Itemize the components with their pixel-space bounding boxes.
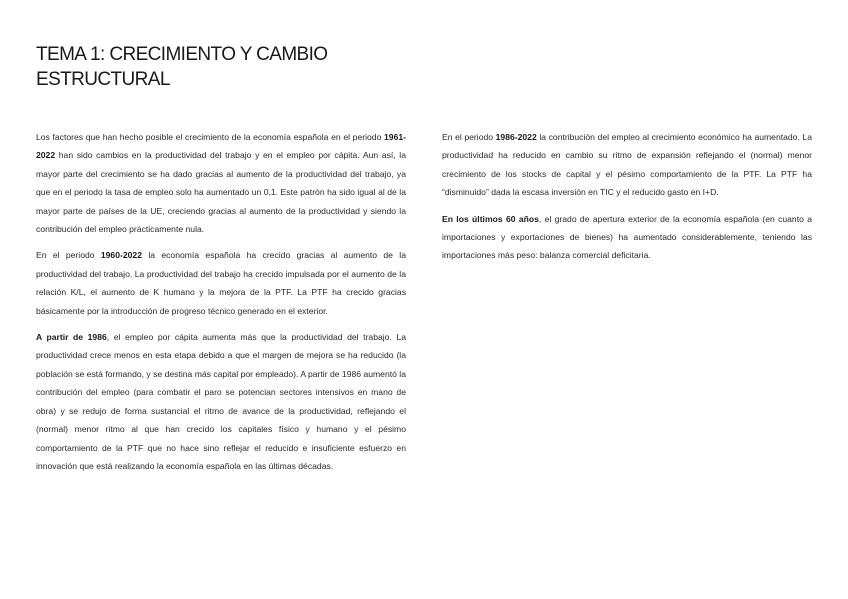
- bold-period: 1960-2022: [100, 250, 142, 261]
- bold-period: 1961-2022: [36, 132, 406, 161]
- text: En el periodo: [442, 132, 496, 142]
- paragraph-factores-crecimiento: [36, 128, 406, 238]
- paragraph-ultimos-60-anos: [442, 210, 812, 265]
- paragraph-periodo-1986-2022: [442, 128, 812, 202]
- text: han sido cambios en la productividad del trabajo y en el empleo por cápita. Aun así, la mayor parte del crecimiento se ha dado gracias al aumento de la productividad del trabajo, ya que en el periodo la tasa de empleo solo ha aumentado un 0,1. Este patrón ha sido igual al de la mayor parte de países de la UE, creciendo gracias al aumento de la productividad y siendo la contribución del empleo prácticamente nula.: [36, 150, 406, 235]
- text: la contribución del empleo al crecimiento económico ha aumentado. La productividad ha reducido en cambio su ritmo de expansión reflejando el (normal) menor crecimiento de los stocks de capital y el pésimo comportamiento de la PTF. La PTF ha “disminuido” dada la escasa inversión en TIC y el reducido gasto en I+D.: [442, 132, 812, 198]
- bold-period: A partir de 1986: [36, 332, 107, 343]
- paragraph-a-partir-1986: [36, 328, 406, 475]
- text: , el grado de apertura exterior de la economía española (en cuanto a importaciones y exportaciones de bienes) ha aumentado considerablemente, teniendo las importaciones más peso: balanza comercial deficitaria.: [442, 213, 812, 261]
- text: En el periodo: [36, 250, 101, 261]
- left-column: [36, 128, 406, 483]
- bold-period: 1986-2022: [495, 132, 537, 142]
- page-title: TEMA 1: CRECIMIENTO Y CAMBIO ESTRUCTURAL: [36, 44, 328, 90]
- text: , el empleo por cápita aumenta más que la productividad del trabajo. La productividad crece menos en esta etapa debido a que el margen de mejora se ha reducido (la población se está formando, y se destina más capital por empleado). A partir de 1986 aumentó la contribución del empleo (para combatir el paro se potencian sectores intensivos en mano de obra) y se redujo de forma sustancial el ritmo de avance de la productividad, reflejando el (normal) menor ritmo al que han crecido los capitales físico y humano y el pésimo comportamiento de la PTF que no hace sino reflejar el reducido e insuficiente esfuerzo en innovación que está realizando la economía española en las últimas décadas.: [36, 332, 406, 471]
- bold-period: En los últimos 60 años: [442, 213, 539, 224]
- text: la economía española ha crecido gracias al aumento de la productividad del trabajo. La productividad del trabajo ha crecido impulsada por el aumento de la relación K/L, el aumento de K humano y la mejora de la PTF. La PTF ha crecido gracias básicamente por la introducción de progreso técnico generado en el exterior.: [36, 250, 406, 316]
- right-column: [442, 128, 812, 273]
- text: Los factores que han hecho posible el crecimiento de la economía española en el periodo: [36, 132, 385, 142]
- paragraph-periodo-1960-2022: [36, 246, 406, 320]
